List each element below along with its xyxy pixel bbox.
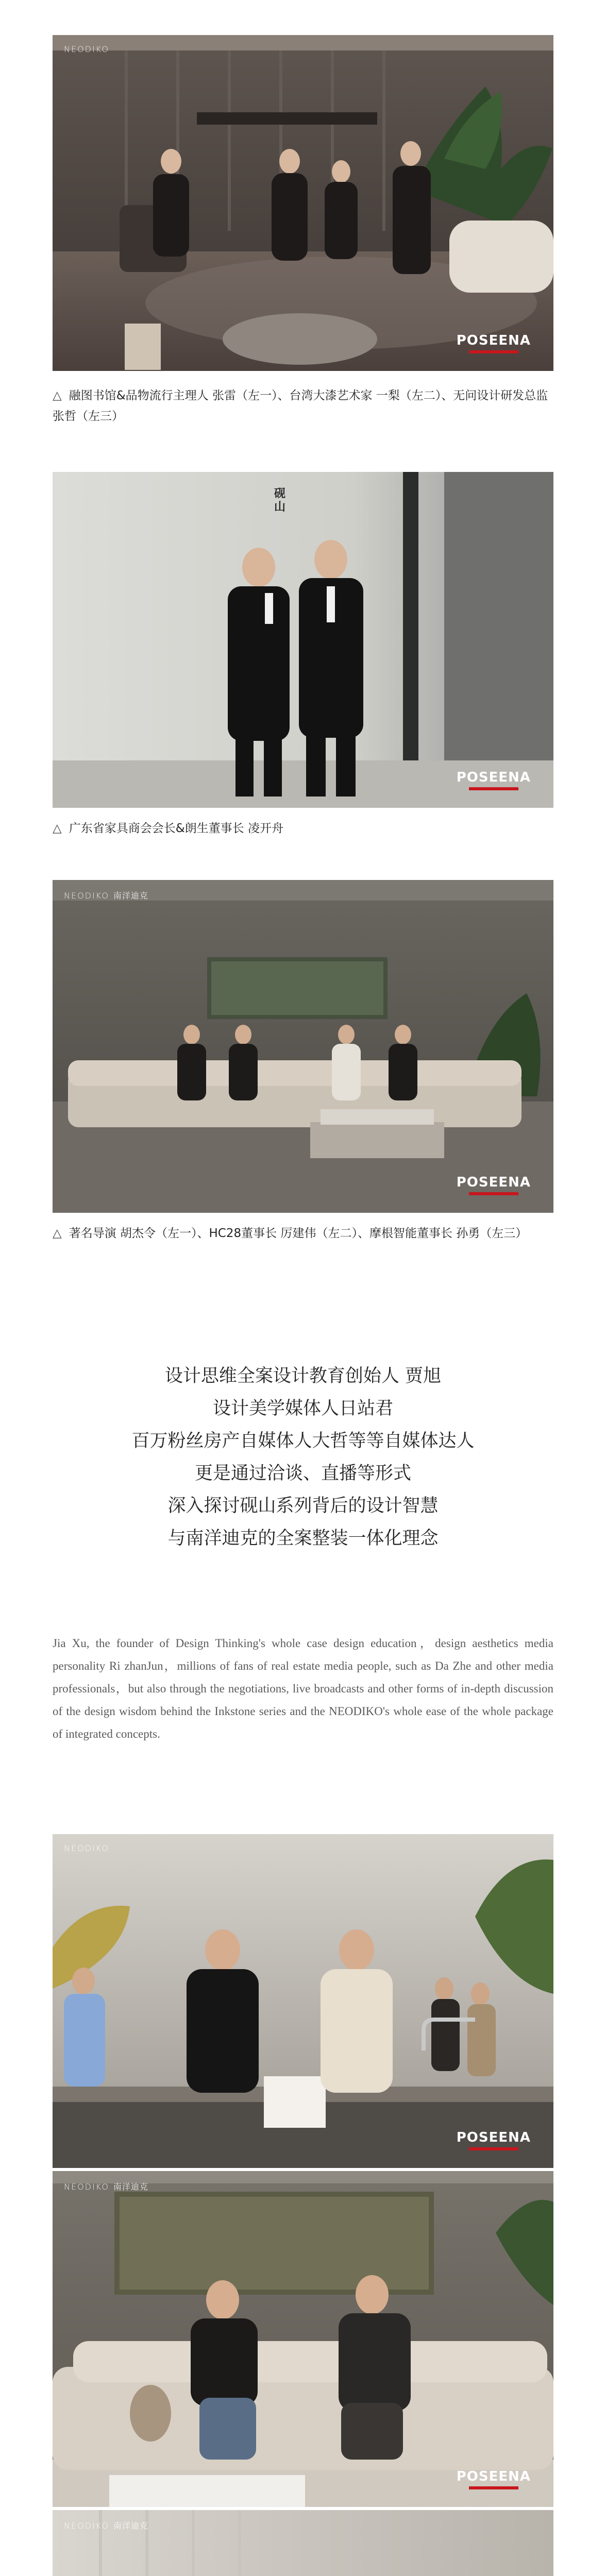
intro-poem [0, 1360, 606, 1555]
watermark-logo: POSEENA [457, 770, 531, 790]
photo-sign-text: 砚山 [274, 487, 286, 514]
poem-line: 设计美学媒体人日站君 [212, 1398, 393, 1419]
photo-visitors-phones [53, 2510, 553, 2576]
caption-photo-2 [53, 818, 553, 839]
watermark-brand-top: NEODIKO 南洋迪克 [64, 2182, 148, 2192]
poem-line: 与南洋迪克的全案整装一体化理念 [167, 1528, 439, 1549]
caption-text: 著名导演 胡杰令（左一）、HC28董事长 厉建伟（左二）、摩根智能董事长 孙勇（左三） [69, 1227, 528, 1240]
photo-sofa-interview-scene [53, 880, 553, 1213]
photo-two-men-sofa [53, 2171, 553, 2507]
watermark-brand-top: NEODIKO 南洋迪克 [64, 2521, 148, 2531]
photo-two-men-thumbs-up [53, 472, 553, 808]
caption-marker-icon: △ [53, 389, 62, 402]
caption-photo-3 [53, 1223, 553, 1244]
english-paragraph: Jia Xu, the founder of Design Thinking's whole case design education，design aesthetics media personality Ri zhanJun，millions of fans of real estate media people, such as Da Zhe and other media professionals，but also through the negotiations, live broadcasts and other forms of in-depth discussion of the design wisdom behind the Inkstone series and the NEODIKO's whole ease of the whole package of integrated concepts. [53, 1637, 553, 1740]
watermark-logo: POSEENA [457, 2130, 531, 2150]
photo-two-men-scene [53, 472, 553, 808]
watermark-logo: POSEENA [457, 333, 531, 353]
poem-line: 百万粉丝房产自媒体人大哲等等自媒体达人 [131, 1431, 475, 1451]
photo-guests-lounge [53, 35, 553, 371]
photo-guests-lounge-scene [53, 35, 553, 371]
caption-text: 融图书馆&品物流行主理人 张雷（左一）、台湾大漆艺术家 一梨（左二）、无问设计研发总监张哲（左三） [53, 389, 548, 423]
watermark-logo: POSEENA [457, 1175, 531, 1195]
caption-marker-icon: △ [53, 822, 62, 835]
poem-line: 更是通过洽谈、直播等形式 [194, 1463, 411, 1484]
poem-line: 设计思维全案设计教育创始人 贾旭 [164, 1366, 442, 1386]
watermark-brand-top: NEODIKO [64, 1843, 109, 1853]
photo-live-broadcast-kitchen [53, 1834, 553, 2168]
caption-photo-1 [53, 385, 553, 427]
photo-live-broadcast-scene [53, 1834, 553, 2168]
caption-text: 广东省家具商会会长&朗生董事长 凌开舟 [69, 822, 283, 835]
poem-line: 深入探讨砚山系列背后的设计智慧 [167, 1496, 439, 1516]
caption-marker-icon: △ [53, 1227, 62, 1240]
watermark-logo: POSEENA [457, 2469, 531, 2489]
watermark-brand-top: NEODIKO 南洋迪克 [64, 891, 148, 901]
photo-two-men-sofa-scene [53, 2171, 553, 2507]
watermark-brand-top: NEODIKO [64, 44, 109, 54]
photo-sofa-interview [53, 880, 553, 1213]
